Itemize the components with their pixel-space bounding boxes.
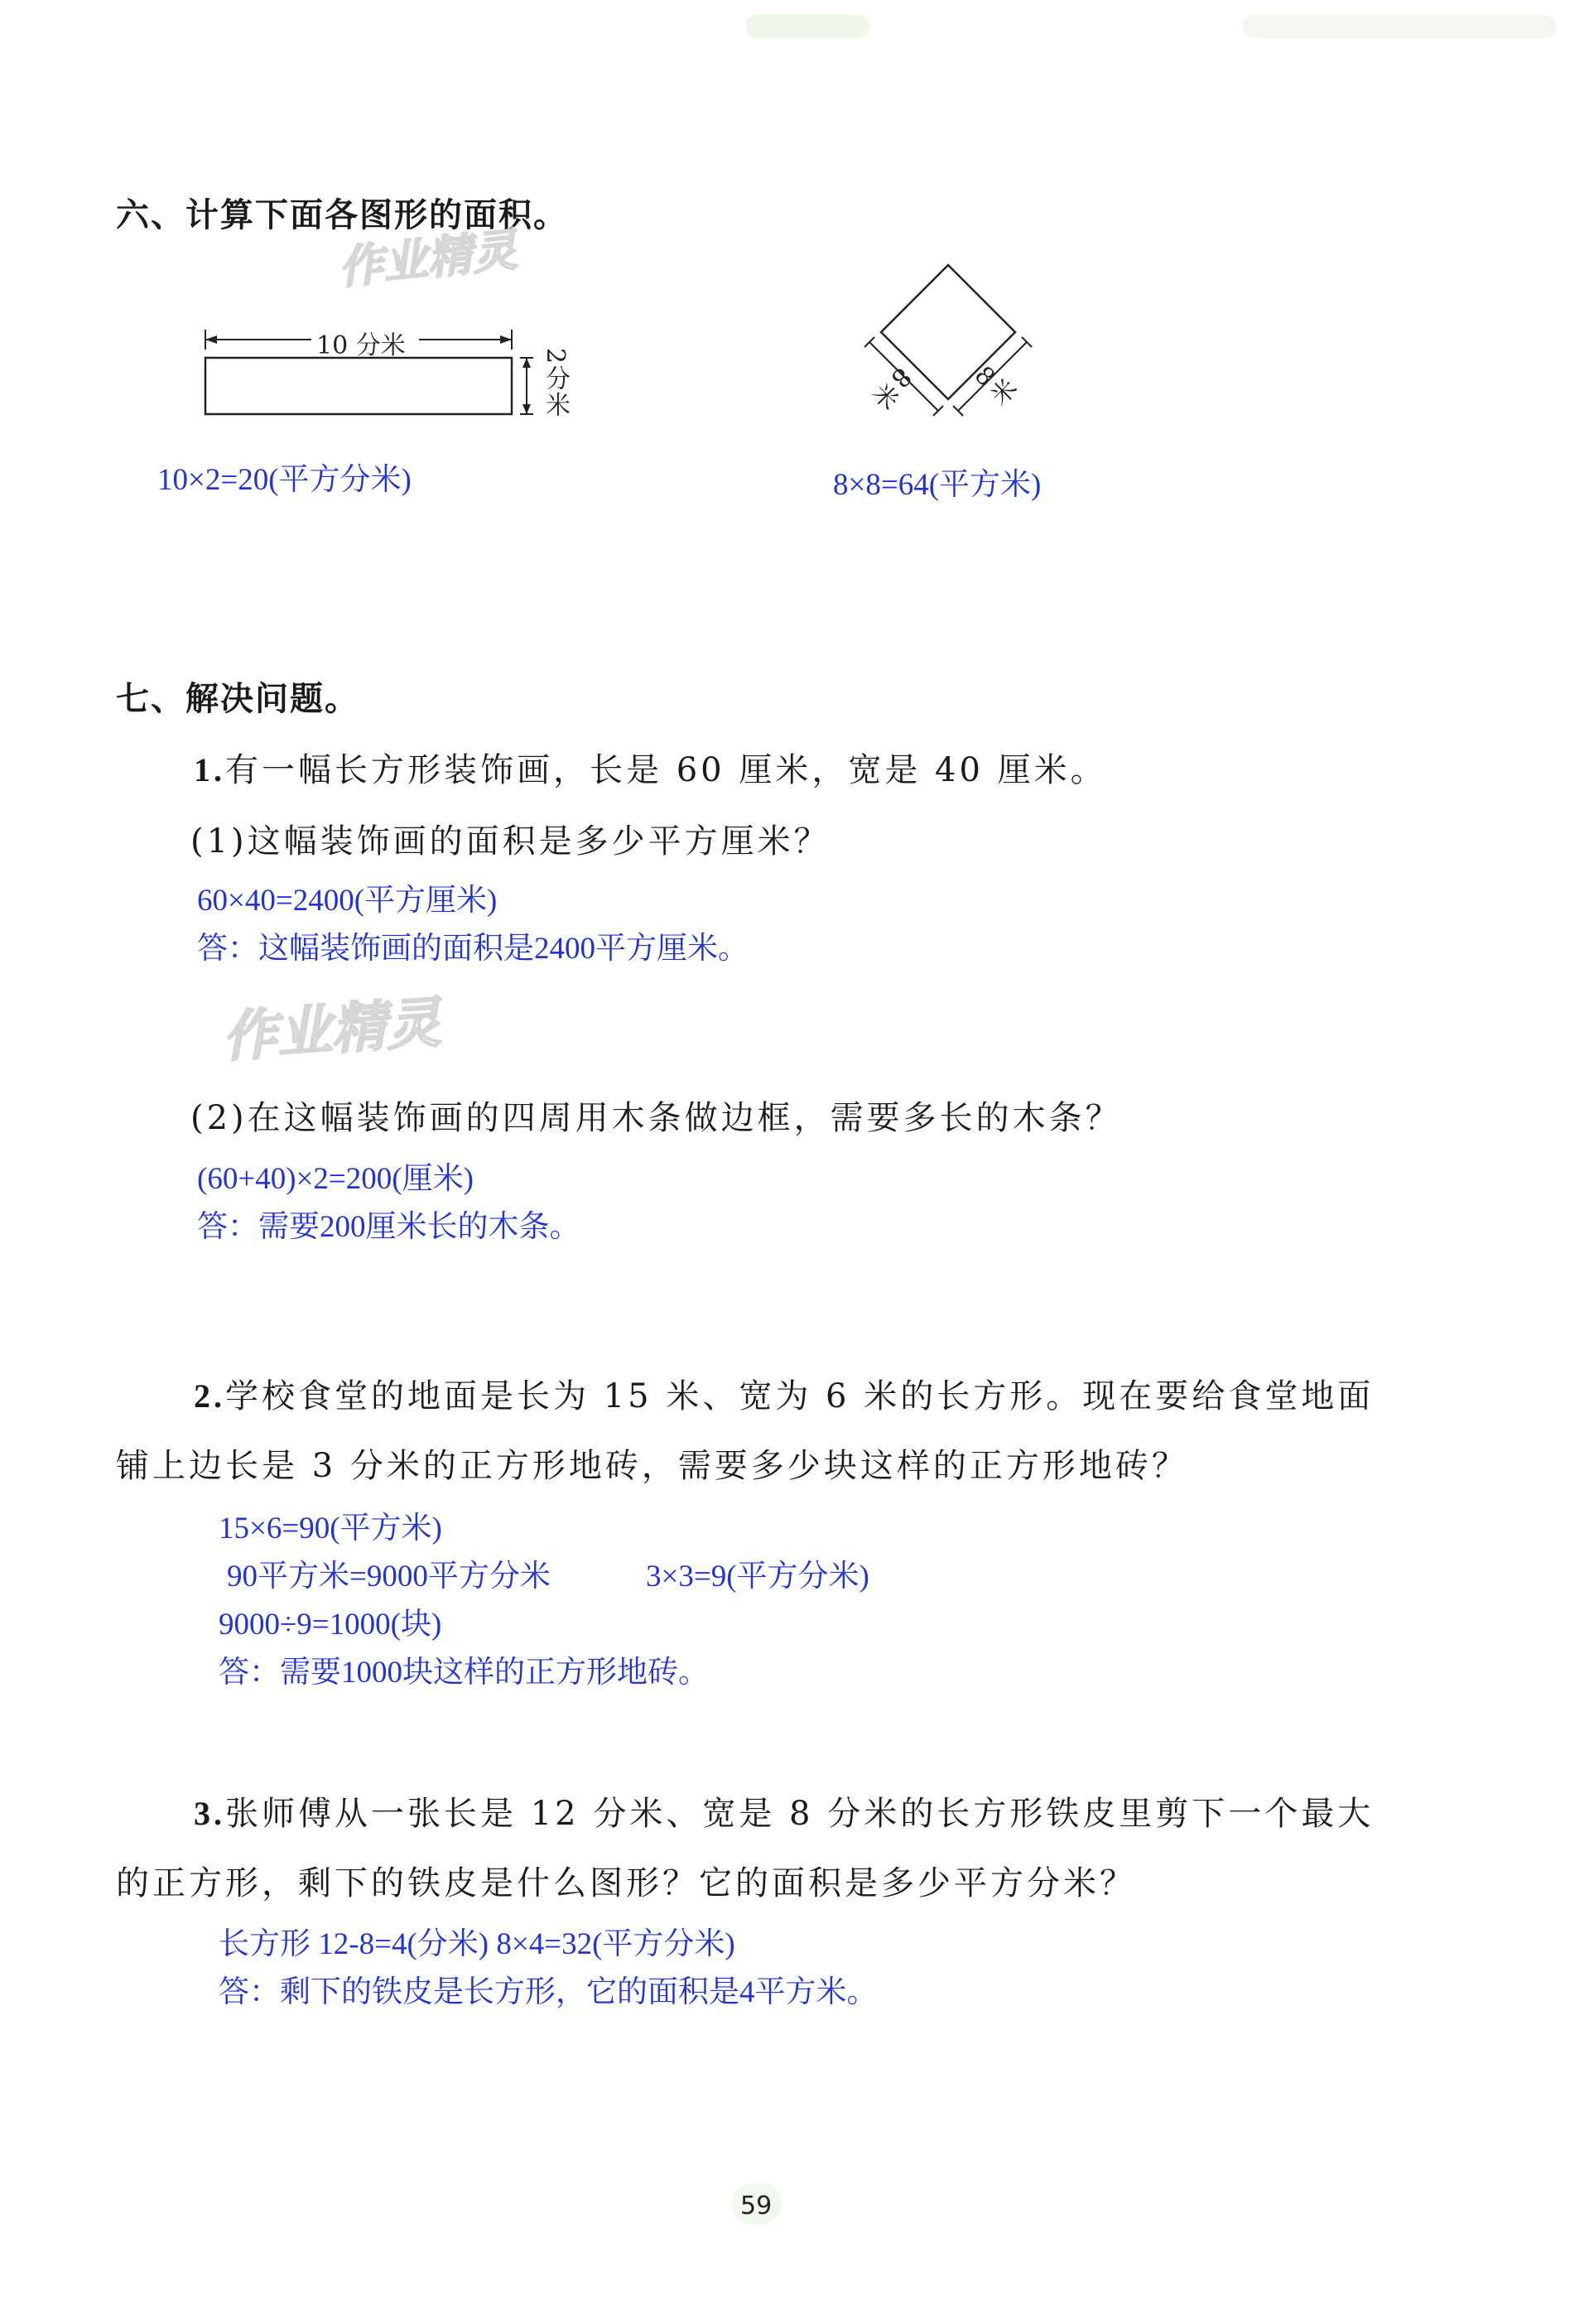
problem1-sub1-calc: 60×40=2400(平方厘米): [197, 884, 498, 918]
problem3-line2: 的正方形，剩下的铁皮是什么图形？它的面积是多少平方分米？: [116, 1864, 1136, 1902]
rectangle-length-label: 10 分米: [316, 331, 406, 360]
problem-number: 3.: [194, 1795, 225, 1832]
problem3-line1: [194, 1787, 1374, 1835]
problem2-calc2b: 3×3=9(平方分米): [646, 1560, 869, 1594]
problem1-sub2-question: (2)在这幅装饰画的四周用木条做边框，需要多长的木条？: [190, 1099, 1122, 1137]
figure2-answer: 8×8=64(平方米): [833, 468, 1042, 502]
problem3-text-line1: 张师傅从一张长是 12 分米、宽是 8 分米的长方形铁皮里剪下一个最大: [225, 1795, 1375, 1833]
watermark: 作业精灵: [335, 223, 520, 295]
problem3-answer: 答：剩下的铁皮是长方形，它的面积是4平方米。: [219, 1975, 878, 2009]
problem2-answer: 答：需要1000块这样的正方形地砖。: [219, 1656, 709, 1690]
problem-number: 1.: [194, 751, 225, 788]
problem1: [194, 744, 1107, 791]
section7-heading: 七、解决问题。: [116, 680, 359, 718]
watermark: 作业精灵: [220, 990, 443, 1070]
page-smudge: [1242, 15, 1557, 38]
problem1-sub1-answer: 答：这幅装饰画的面积是2400平方厘米。: [197, 932, 749, 966]
rectangle-width-label: 2分米: [541, 348, 570, 419]
problem1-sub1-question: (1)这幅装饰画的面积是多少平方厘米？: [190, 822, 831, 861]
problem2-calc2a: 90平方米=9000平方分米: [227, 1560, 551, 1594]
square-side2-label: 8米: [968, 360, 1023, 415]
page-number: 59: [740, 2191, 773, 2220]
square-side1-label: 8米: [862, 361, 917, 416]
problem1-text: 有一幅长方形装饰画，长是 60 厘米，宽是 40 厘米。: [225, 751, 1107, 789]
problem1-sub2-answer: 答：需要200厘米长的木条。: [197, 1210, 580, 1244]
square-figure: [845, 257, 1043, 439]
problem2-line2: 铺上边长是 3 分米的正方形地砖，需要多少块这样的正方形地砖？: [116, 1447, 1188, 1485]
problem2-text-line1: 学校食堂的地面是长为 15 米、宽为 6 米的长方形。现在要给食堂地面: [225, 1377, 1375, 1415]
problem1-sub2-calc: (60+40)×2=200(厘米): [197, 1162, 474, 1196]
page-smudge: [745, 15, 869, 38]
problem2-calc3: 9000÷9=1000(块): [219, 1608, 442, 1642]
problem3-calc: 长方形 12-8=4(分米) 8×4=32(平方分米): [219, 1927, 735, 1961]
problem2-calc1: 15×6=90(平方米): [219, 1512, 442, 1545]
section6-heading: 六、计算下面各图形的面积。: [116, 196, 568, 234]
problem2-line1: [194, 1370, 1374, 1417]
problem-number: 2.: [194, 1377, 225, 1415]
figure1-answer: 10×2=20(平方分米): [157, 463, 412, 497]
